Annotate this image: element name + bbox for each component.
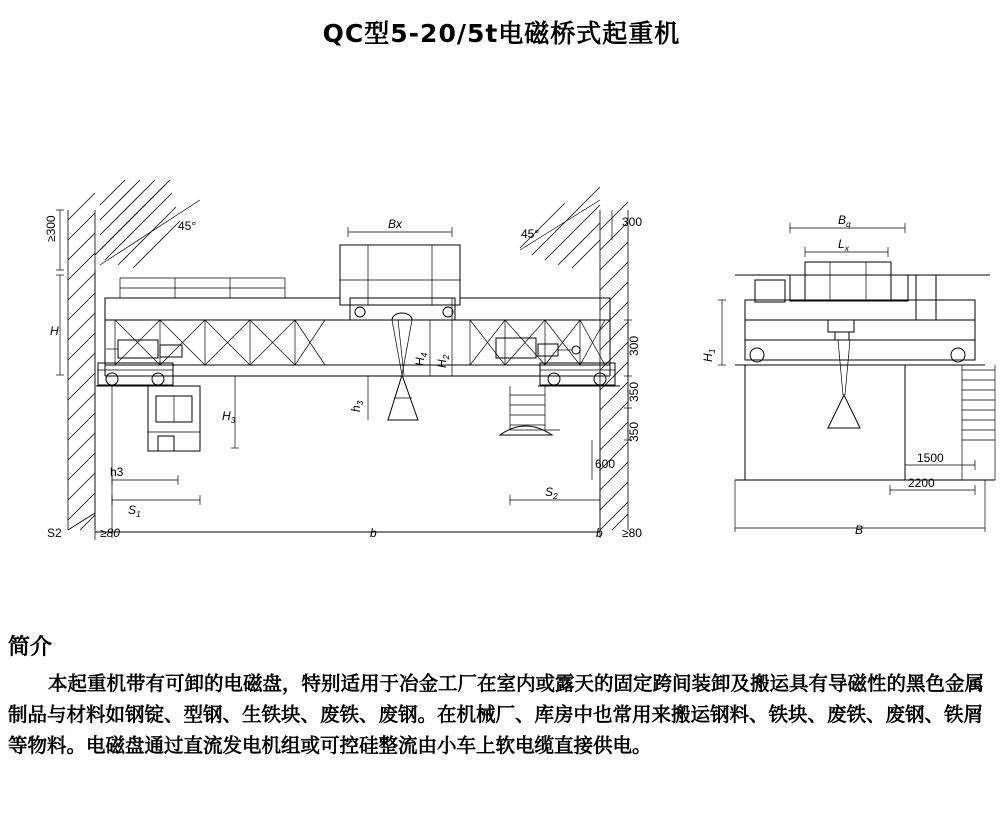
label-S: b [370,526,377,540]
label-300-top: 300 [622,215,643,229]
label-angle-right: 45° [521,227,540,241]
label-B: B [855,523,864,537]
intro-body: 本起重机带有可卸的电磁盘，特别适用于冶金工厂在室内或露天的固定跨间装卸及搬运具有导磁性的黑色金属制品与材料如钢锭、型钢、生铁块、废铁、废钢。在机械厂、库房中也常用来搬运钢料、铁块、废铁、废钢、铁屑等物料。电磁盘通过直流发电机组或可控硅整流由小车上软电缆直接供电。 [8,672,985,757]
truss-diagonals-right [470,320,605,365]
machinery-right [496,338,580,358]
label-Bx: Bx [388,217,403,231]
label-S1: $S_1$ [128,503,141,519]
label-b-right: b [596,526,603,540]
front-view [44,180,642,540]
label-clearance-left: S2 [47,526,62,540]
side-view [701,213,995,537]
label-1100: h3 [110,465,124,479]
page-title: QC型5-20/5t电磁桥式起重机 [322,19,681,48]
side-girder-box [745,300,975,360]
label-350-b: 350 [627,421,641,442]
side-hook [828,340,860,428]
label-H1: $H_1$ [701,348,717,362]
label-1500: 1500 [917,451,944,465]
label-H3: $H_3$ [222,409,236,425]
label-350-a: 350 [627,381,641,402]
label-H4: $H_4$ [413,352,429,366]
label-2200: 2200 [908,476,935,490]
label-H: H [50,324,59,338]
label-clearance-right: ≥80 [622,526,642,540]
operator-cabin [148,386,200,451]
electromagnet-disc [500,426,552,435]
label-Bq: $B_q$ [838,213,851,229]
left-wall-hatch [68,193,95,530]
label-h3: $h_3$ [349,400,365,412]
walkway-railing [120,278,285,298]
label-Lx: $L_x$ [838,237,849,253]
intro-heading: 简介 [8,635,53,660]
label-600: 600 [595,457,616,471]
crane-dimension-drawing [0,180,1003,580]
label-angle-left: 45° [178,219,197,233]
label-S2: $S_2$ [545,485,558,501]
access-ladder [510,386,560,430]
label-b-left: ≥80 [100,526,120,540]
left-upper-hatch [95,180,180,268]
side-stairs [962,365,995,480]
side-machinery [828,320,854,332]
label-300-mid: 300 [627,335,641,356]
side-trolley [755,262,936,320]
label-H2: $H_2$ [435,354,451,368]
trolley [340,245,460,320]
end-carriage-left [96,363,178,386]
label-clearance-top: ≥300 [44,215,58,242]
right-wall-hatch [600,202,628,530]
